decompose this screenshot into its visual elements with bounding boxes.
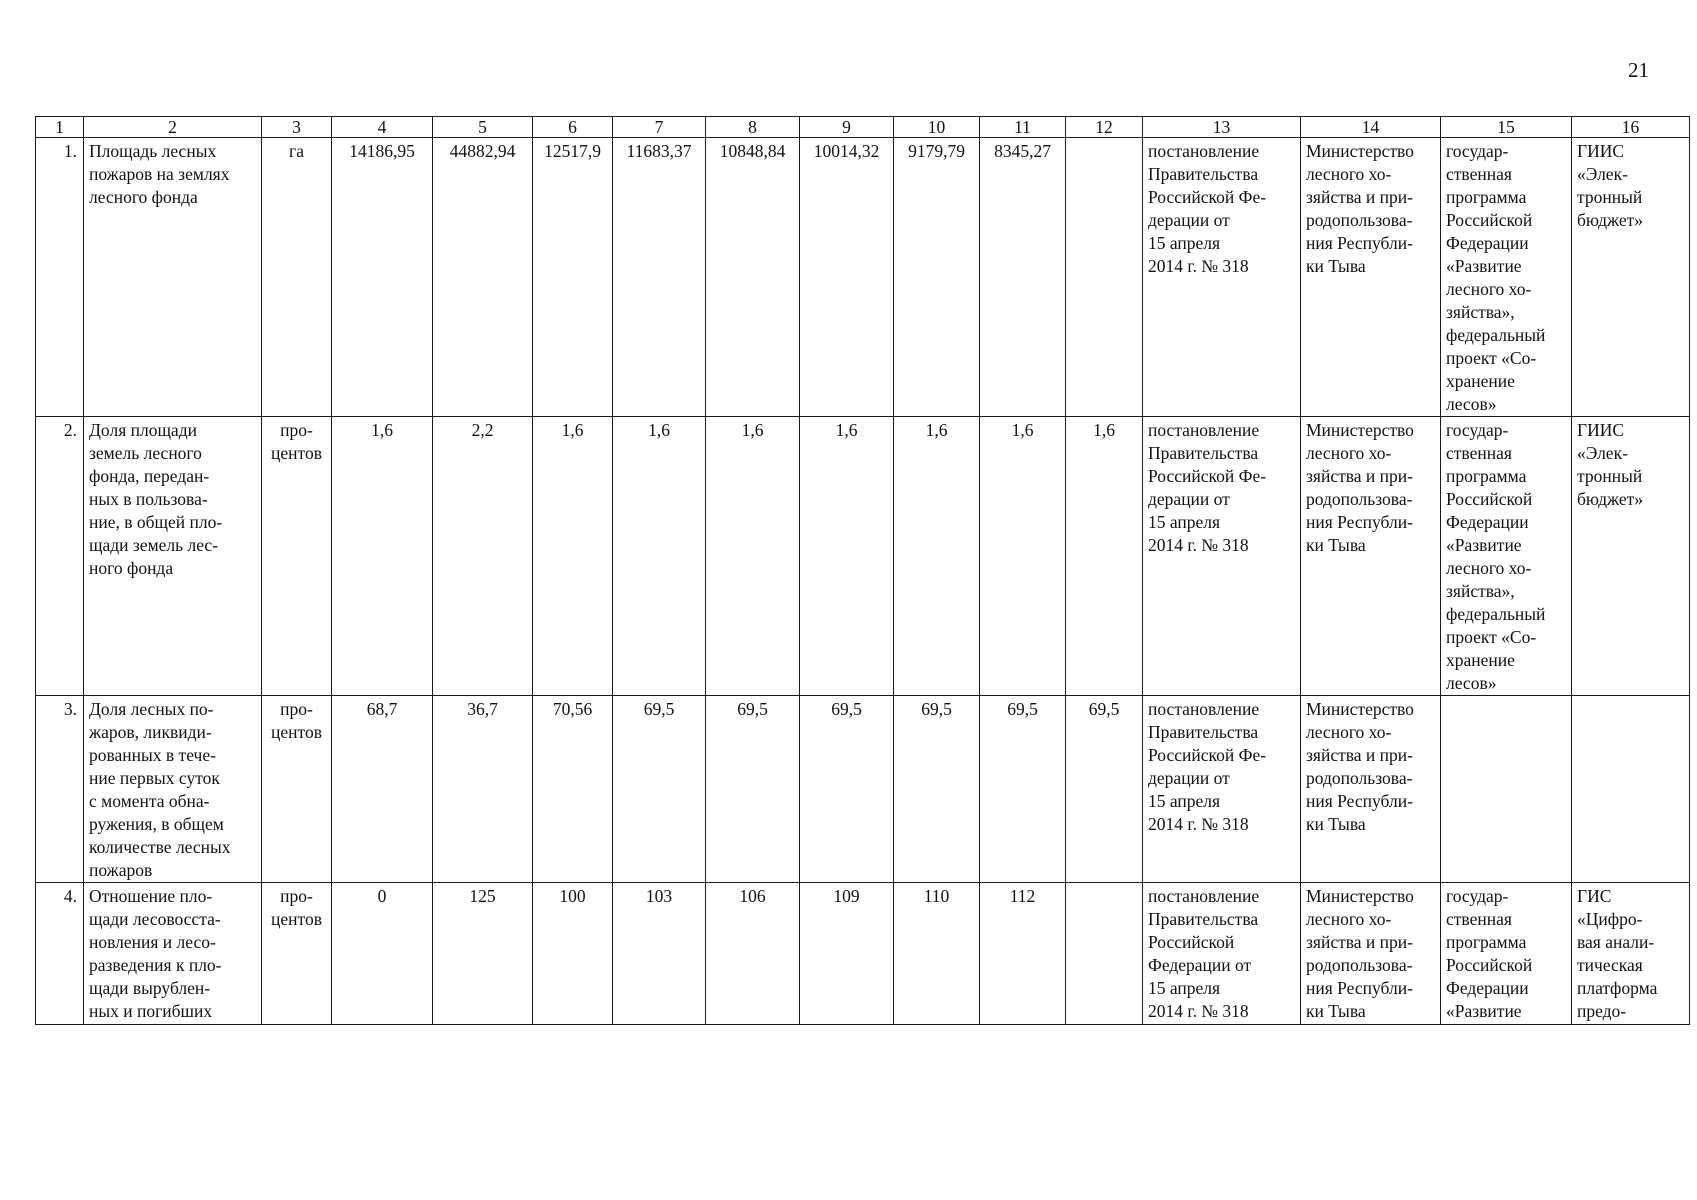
value-cell: 112 bbox=[980, 883, 1066, 1025]
column-number: 6 bbox=[533, 117, 613, 138]
value-cell: 69,5 bbox=[980, 696, 1066, 883]
basis-cell: постановление Правительства Российской Фе- дерации от 15 апреля 2014 г. № 318 bbox=[1143, 696, 1301, 883]
row-index: 2. bbox=[36, 417, 84, 696]
value-cell: 1,6 bbox=[894, 417, 980, 696]
program-cell: государ- ственная программа Российской Федерации «Развитие лесного хо- зяйства», федеральный проект «Со- хранение лесов» bbox=[1441, 138, 1572, 417]
value-cell: 10848,84 bbox=[706, 138, 800, 417]
value-cell bbox=[1066, 883, 1143, 1025]
column-numbers-row bbox=[36, 117, 1690, 138]
value-cell: 1,6 bbox=[980, 417, 1066, 696]
indicator-name: Площадь лесных пожаров на землях лесного фонда bbox=[84, 138, 262, 417]
value-cell: 2,2 bbox=[433, 417, 533, 696]
row-index: 1. bbox=[36, 138, 84, 417]
column-number: 14 bbox=[1301, 117, 1441, 138]
value-cell: 1,6 bbox=[613, 417, 706, 696]
system-cell: ГИИС «Элек- тронный бюджет» bbox=[1572, 417, 1690, 696]
value-cell: 103 bbox=[613, 883, 706, 1025]
table-row bbox=[36, 417, 1690, 696]
value-cell: 69,5 bbox=[1066, 696, 1143, 883]
column-number: 15 bbox=[1441, 117, 1572, 138]
basis-cell: постановление Правительства Российской Фе- дерации от 15 апреля 2014 г. № 318 bbox=[1143, 138, 1301, 417]
value-cell: 100 bbox=[533, 883, 613, 1025]
basis-cell: постановление Правительства Российской Фе- дерации от 15 апреля 2014 г. № 318 bbox=[1143, 417, 1301, 696]
value-cell: 106 bbox=[706, 883, 800, 1025]
value-cell: 68,7 bbox=[332, 696, 433, 883]
column-number: 12 bbox=[1066, 117, 1143, 138]
value-cell: 12517,9 bbox=[533, 138, 613, 417]
table-row bbox=[36, 138, 1690, 417]
value-cell: 44882,94 bbox=[433, 138, 533, 417]
column-number: 1 bbox=[36, 117, 84, 138]
system-cell: ГИИС «Элек- тронный бюджет» bbox=[1572, 138, 1690, 417]
value-cell: 70,56 bbox=[533, 696, 613, 883]
value-cell: 0 bbox=[332, 883, 433, 1025]
value-cell: 69,5 bbox=[706, 696, 800, 883]
value-cell: 8345,27 bbox=[980, 138, 1066, 417]
basis-cell: постановление Правительства Российской Федерации от 15 апреля 2014 г. № 318 bbox=[1143, 883, 1301, 1025]
indicator-name: Доля площади земель лесного фонда, передан- ных в пользова- ние, в общей пло- щади земель лес- ного фонда bbox=[84, 417, 262, 696]
row-index: 3. bbox=[36, 696, 84, 883]
unit-cell: про- центов bbox=[262, 417, 332, 696]
value-cell: 14186,95 bbox=[332, 138, 433, 417]
system-cell bbox=[1572, 696, 1690, 883]
column-number: 2 bbox=[84, 117, 262, 138]
value-cell: 69,5 bbox=[800, 696, 894, 883]
value-cell: 125 bbox=[433, 883, 533, 1025]
responsible-cell: Министерство лесного хо- зяйства и при- родопользова- ния Республи- ки Тыва bbox=[1301, 138, 1441, 417]
responsible-cell: Министерство лесного хо- зяйства и при- родопользова- ния Республи- ки Тыва bbox=[1301, 883, 1441, 1025]
column-number: 4 bbox=[332, 117, 433, 138]
program-cell: государ- ственная программа Российской Федерации «Развитие bbox=[1441, 883, 1572, 1025]
unit-cell: про- центов bbox=[262, 696, 332, 883]
column-number: 8 bbox=[706, 117, 800, 138]
responsible-cell: Министерство лесного хо- зяйства и при- родопользова- ния Республи- ки Тыва bbox=[1301, 696, 1441, 883]
indicator-name: Отношение пло- щади лесовосста- новления и лесо- разведения к пло- щади вырублен- ных и погибших bbox=[84, 883, 262, 1025]
value-cell: 109 bbox=[800, 883, 894, 1025]
column-number: 11 bbox=[980, 117, 1066, 138]
value-cell: 11683,37 bbox=[613, 138, 706, 417]
responsible-cell: Министерство лесного хо- зяйства и при- родопользова- ния Республи- ки Тыва bbox=[1301, 417, 1441, 696]
unit-cell: про- центов bbox=[262, 883, 332, 1025]
system-cell: ГИС «Цифро- вая анали- тическая платформа предо- bbox=[1572, 883, 1690, 1025]
column-number: 7 bbox=[613, 117, 706, 138]
column-number: 16 bbox=[1572, 117, 1690, 138]
value-cell: 9179,79 bbox=[894, 138, 980, 417]
indicator-name: Доля лесных по- жаров, ликвиди- рованных в тече- ние первых суток с момента обна- ружения, в общем количестве лесных пожаров bbox=[84, 696, 262, 883]
value-cell: 69,5 bbox=[894, 696, 980, 883]
value-cell: 69,5 bbox=[613, 696, 706, 883]
value-cell: 1,6 bbox=[800, 417, 894, 696]
column-number: 9 bbox=[800, 117, 894, 138]
unit-cell: га bbox=[262, 138, 332, 417]
value-cell: 1,6 bbox=[706, 417, 800, 696]
column-number: 10 bbox=[894, 117, 980, 138]
page-number: 21 bbox=[1628, 58, 1649, 82]
column-number: 5 bbox=[433, 117, 533, 138]
value-cell: 10014,32 bbox=[800, 138, 894, 417]
indicators-table bbox=[35, 116, 1690, 1025]
value-cell bbox=[1066, 138, 1143, 417]
column-number: 13 bbox=[1143, 117, 1301, 138]
row-index: 4. bbox=[36, 883, 84, 1025]
column-number: 3 bbox=[262, 117, 332, 138]
table-row bbox=[36, 696, 1690, 883]
value-cell: 1,6 bbox=[332, 417, 433, 696]
value-cell: 1,6 bbox=[1066, 417, 1143, 696]
program-cell: государ- ственная программа Российской Федерации «Развитие лесного хо- зяйства», федеральный проект «Со- хранение лесов» bbox=[1441, 417, 1572, 696]
value-cell: 1,6 bbox=[533, 417, 613, 696]
value-cell: 36,7 bbox=[433, 696, 533, 883]
program-cell bbox=[1441, 696, 1572, 883]
table-row bbox=[36, 883, 1690, 1025]
value-cell: 110 bbox=[894, 883, 980, 1025]
